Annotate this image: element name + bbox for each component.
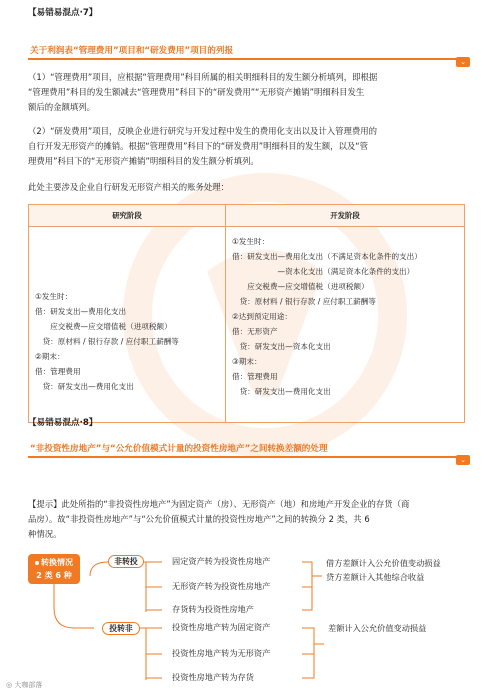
intro-text: 此处主要涉及企业自行研发无形资产相关的账务处理：: [28, 182, 229, 192]
branch2-result: 差额计入公允价值变动损益: [328, 623, 427, 633]
topic-text: “非投资性房地产”与“公允价值模式计量的投资性房地产”之间转换差额的处理: [30, 444, 328, 454]
branch2-item: 投资性房地产转为存货: [172, 672, 254, 682]
branch1-item: 存货转为投资性房地产: [172, 604, 254, 614]
branch2-item: 投资性房地产转为无形资产: [172, 648, 271, 658]
conversion-diagram: [28, 552, 468, 692]
conversion-summary-badge: 转换情况 2 类 6 种: [28, 554, 80, 584]
paragraph-rd-expense: （2）“研发费用”项目，反映企业进行研究与开发过程中发生的费用化支出以及计入管理费用的 自行开发无形资产的摊销。根据“管理费用”科目下的“研发费用”明细科目的发生额，以及“管 理费用”科目下的“无形资产摊销”明细科目的发生额分析填列。: [28, 126, 378, 166]
branch1-result-debit: 借方差额计入公允价值变动损益: [326, 558, 441, 568]
chevron-down-icon: ⌄: [456, 455, 470, 465]
branch-non-to-investment: 非转投: [108, 555, 144, 568]
brand-logo-icon: ◎: [6, 681, 13, 689]
topic-text: 关于利润表“管理费用”项目和“研发费用”项目的列报: [30, 46, 234, 56]
branch1-item: 无形资产转为投资性房地产: [172, 581, 271, 591]
accounting-table: [28, 204, 465, 423]
branch1-item: 固定资产转为投资性房地产: [172, 556, 271, 566]
topic-heading-8: [28, 440, 466, 464]
topic-heading-7: [28, 42, 466, 66]
section-title-7: 【易错易混点·7】: [28, 8, 98, 18]
footer-brand: ◎ 大咖部落: [6, 681, 43, 689]
branch-investment-to-non: 投转非: [102, 622, 140, 635]
header-development: 开发阶段: [226, 205, 465, 227]
branch2-item: 投资性房地产转为固定资产: [172, 622, 271, 632]
chevron-down-icon: ⌄: [456, 57, 470, 67]
header-research: 研究阶段: [29, 205, 226, 227]
branch1-result-credit: 贷方差额计入其他综合收益: [326, 572, 425, 582]
bullet-icon: [35, 561, 39, 565]
research-cell: ①发生时： 借：研发支出—费用化支出 应交税费—应交增值税（进项税额） 贷：原材料 / 银行存款 / 应付职工薪酬等 ②期末： 借：管理费用 贷：研发支出—费用化支出: [29, 227, 226, 423]
development-cell: ①发生时： 借：研发支出—费用化支出（不满足资本化条件的支出） —资本化支出（满足资本化条件的支出） 应交税费—应交增值税（进项税额） 贷：原材料 / 银行存款 / 应付职工薪酬等 ②达到预定用途： 借：无形资产 贷：研发支出—资本化支出 ③期末： 借：管理费用 贷：研发支出—费用化支出: [226, 227, 465, 423]
hint-paragraph: 【提示】此处所指的“非投资性房地产”为固定资产（房）、无形资产（地）和房地产开发企业的存货（商 品房）。故“非投资性房地产”与“公允价值模式计量的投资性房地产”之间的转换分 2 类，共 6 种情况。: [28, 499, 410, 539]
paragraph-management-expense: （1）“管理费用”项目，应根据“管理费用”科目所属的相关明细科目的发生额分析填列，即根据 “管理费用”科目的发生额减去“管理费用”科目下的“研发费用”“无形资产摊销”明细科目发生 额后的金额填列。: [28, 72, 378, 112]
section-title-8: 【易错易混点·8】: [28, 418, 98, 428]
